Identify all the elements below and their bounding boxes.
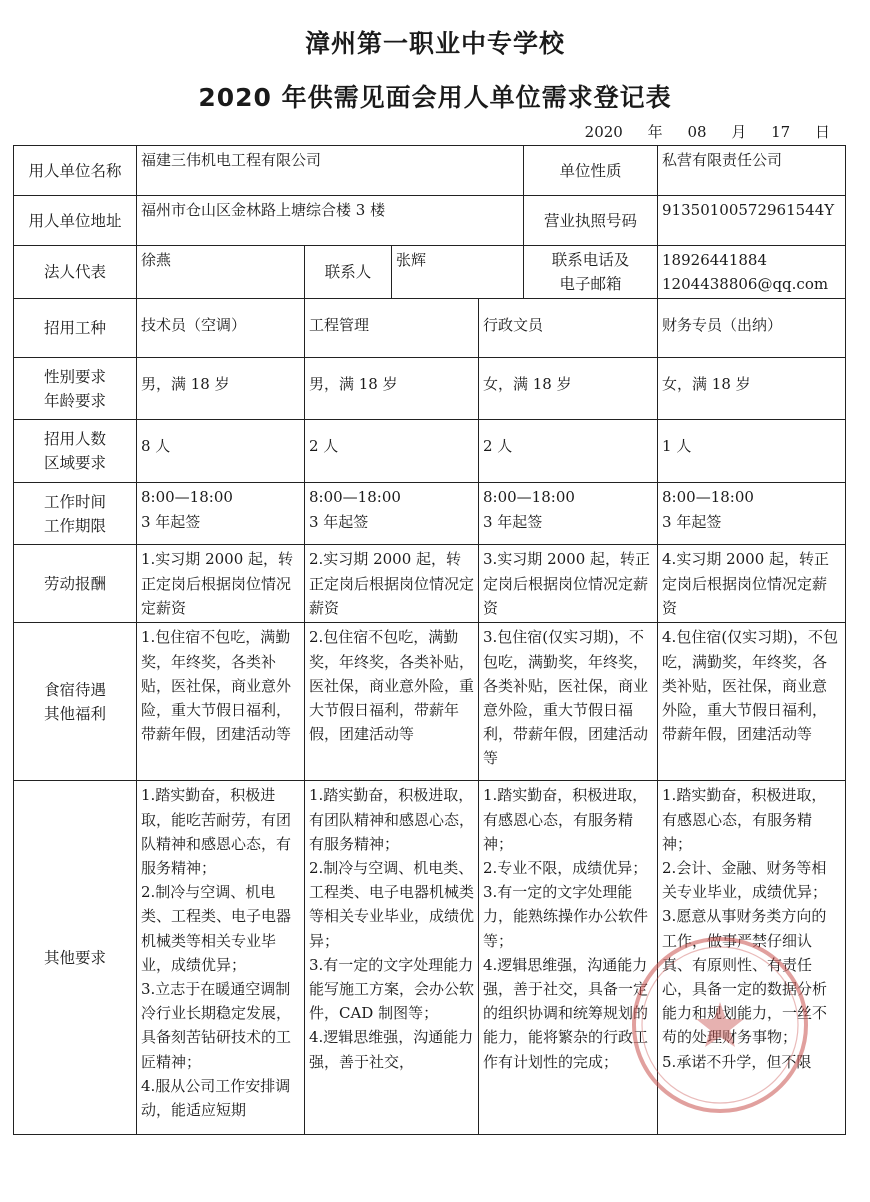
job-cell: 8:00—18:00 3 年起签	[479, 483, 658, 545]
table-row	[14, 246, 846, 299]
phone-value: 18926441884	[662, 251, 767, 269]
job-cell: 女，满 18 岁	[658, 358, 846, 420]
job-cell: 1.包住宿不包吃，满勤奖，年终奖，各类补贴，医社保，商业意外险，重大节假日福利，带薪年假，团建活动等	[137, 623, 305, 781]
table-row	[14, 483, 846, 545]
job-cell: 男，满 18 岁	[305, 358, 479, 420]
license-value: 91350100572961544Y	[658, 196, 846, 246]
date-year: 2020	[584, 123, 623, 141]
company-name-value: 福建三伟机电工程有限公司	[137, 146, 524, 196]
legal-rep-value: 徐燕	[137, 246, 305, 299]
job-cell: 男，满 18 岁	[137, 358, 305, 420]
form-title: 2020 年供需见面会用人单位需求登记表	[198, 83, 672, 112]
school-name: 漳州第一职业中专学校	[304, 29, 565, 58]
date-day: 17	[771, 123, 791, 141]
company-nature-value: 私营有限责任公司	[658, 146, 846, 196]
row-label: 食宿待遇 其他福利	[14, 623, 137, 781]
job-cell: 行政文员	[479, 299, 658, 358]
phone-email-label: 联系电话及 电子邮箱	[524, 246, 658, 299]
table-row	[14, 196, 846, 246]
row-label: 其他要求	[14, 781, 137, 1135]
job-cell: 2 人	[305, 420, 479, 483]
row-label: 劳动报酬	[14, 545, 137, 623]
job-cell: 1.踏实勤奋，积极进取，有团队精神和感恩心态，有服务精神； 2.制冷与空调、机电类、工程类、电子电器机械类等相关专业毕业，成绩优异； 3.有一定的文字处理能力能写施工方案，会办公软件，CAD 制图等； 4.逻辑思维强，沟通能力强，善于社交，	[305, 781, 479, 1135]
table-row	[14, 146, 846, 196]
table-row	[14, 545, 846, 623]
job-cell: 2.包住宿不包吃，满勤奖，年终奖，各类补贴，医社保，商业意外险，重大节假日福利，带薪年假，团建活动等	[305, 623, 479, 781]
requirement-table	[13, 145, 846, 1135]
form-date	[571, 121, 830, 142]
job-cell: 1.踏实勤奋，积极进取，有感恩心态，有服务精神； 2.专业不限，成绩优异； 3.有一定的文字处理能力，能熟练操作办公软件等； 4.逻辑思维强，沟通能力强，善于社交，具备一定的组织协调和统筹规划的能力，能将繁杂的行政工作有计划性的完成；	[479, 781, 658, 1135]
phone-email-value	[658, 246, 846, 299]
legal-rep-label: 法人代表	[14, 246, 137, 299]
job-cell: 3.实习期 2000 起，转正定岗后根据岗位情况定薪资	[479, 545, 658, 623]
job-cell: 工程管理	[305, 299, 479, 358]
row-label: 工作时间 工作期限	[14, 483, 137, 545]
job-cell: 1.踏实勤奋，积极进取，能吃苦耐劳，有团队精神和感恩心态，有服务精神； 2.制冷与空调、机电类、工程类、电子电器机械类等相关专业毕业，成绩优异； 3.立志于在暖通空调制冷行业长期稳定发展，具备刻苦钻研技术的工匠精神； 4.服从公司工作安排调动，能适应短期	[137, 781, 305, 1135]
company-address-value: 福州市仓山区金林路上塘综合楼 3 楼	[137, 196, 524, 246]
job-cell: 2 人	[479, 420, 658, 483]
job-cell: 技术员（空调）	[137, 299, 305, 358]
contact-label: 联系人	[305, 246, 392, 299]
row-label: 招用人数 区域要求	[14, 420, 137, 483]
row-label: 性别要求 年龄要求	[14, 358, 137, 420]
table-row	[14, 420, 846, 483]
company-nature-label: 单位性质	[524, 146, 658, 196]
date-month-unit: 月	[731, 123, 747, 141]
table-row	[14, 781, 846, 1135]
contact-value: 张辉	[392, 246, 524, 299]
job-cell: 1.踏实勤奋，积极进取，有感恩心态，有服务精神； 2.会计、金融、财务等相关专业毕业，成绩优异； 3.愿意从事财务类方向的工作，做事严禁仔细认真、有原则性、有责任心，具备一定的数据分析能力和规划能力，一丝不苟的处理财务事物； 5.承诺不升学，但不限	[658, 781, 846, 1135]
email-value: 1204438806@qq.com	[662, 275, 829, 294]
date-month: 08	[687, 123, 707, 141]
job-cell: 8:00—18:00 3 年起签	[137, 483, 305, 545]
date-year-unit: 年	[647, 123, 663, 141]
table-row	[14, 358, 846, 420]
job-cell: 女，满 18 岁	[479, 358, 658, 420]
company-name-label: 用人单位名称	[14, 146, 137, 196]
table-row	[14, 623, 846, 781]
date-day-unit: 日	[814, 123, 830, 141]
job-cell: 8 人	[137, 420, 305, 483]
job-cell: 1 人	[658, 420, 846, 483]
row-label: 招用工种	[14, 299, 137, 358]
job-cell: 2.实习期 2000 起，转正定岗后根据岗位情况定薪资	[305, 545, 479, 623]
job-cell: 8:00—18:00 3 年起签	[305, 483, 479, 545]
job-cell: 3.包住宿(仅实习期)，不包吃，满勤奖，年终奖，各类补贴，医社保，商业意外险，重大节假日福利，带薪年假，团建活动等	[479, 623, 658, 781]
table-row	[14, 299, 846, 358]
job-cell: 1.实习期 2000 起，转正定岗后根据岗位情况定薪资	[137, 545, 305, 623]
company-address-label: 用人单位地址	[14, 196, 137, 246]
license-label: 营业执照号码	[524, 196, 658, 246]
job-cell: 财务专员（出纳）	[658, 299, 846, 358]
job-cell: 4.实习期 2000 起，转正定岗后根据岗位情况定薪资	[658, 545, 846, 623]
job-cell: 8:00—18:00 3 年起签	[658, 483, 846, 545]
job-cell: 4.包住宿(仅实习期)，不包吃，满勤奖，年终奖，各类补贴，医社保，商业意外险，重大节假日福利，带薪年假，团建活动等	[658, 623, 846, 781]
